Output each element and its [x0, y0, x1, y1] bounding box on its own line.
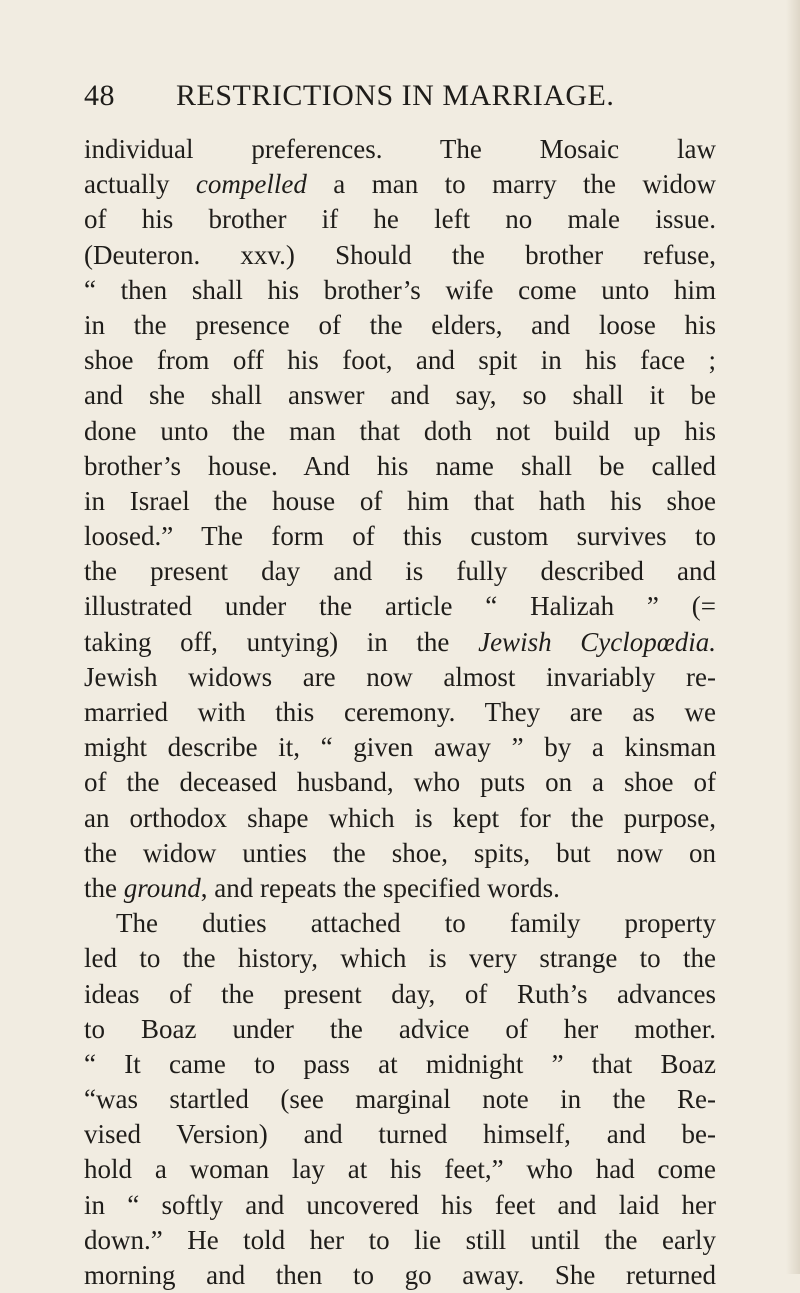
body-text — [84, 132, 716, 1293]
text-line — [84, 1188, 716, 1223]
text-segment: , and repeats the specified words. — [200, 872, 560, 903]
text-segment: taking off, untying) in the — [84, 626, 479, 657]
text-line — [84, 554, 716, 589]
text-line — [84, 484, 716, 519]
text-segment: in Israel the house of him that hath his shoe — [84, 485, 716, 516]
text-segment: and she shall answer and say, so shall it be — [84, 380, 716, 411]
text-segment: married with this ceremony. They are as we — [84, 697, 716, 727]
text-segment: The duties attached to family property — [116, 908, 716, 939]
text-line — [84, 132, 716, 167]
text-segment: the widow unties the shoe, spits, but now on — [84, 837, 716, 868]
text-line — [84, 308, 716, 343]
text-line — [84, 941, 716, 976]
text-line — [84, 414, 716, 449]
text-line — [84, 1012, 716, 1047]
text-segment: done unto the man that doth not build up his — [84, 415, 716, 446]
text-segment: in the presence of the elders, and loose his — [84, 309, 716, 340]
text-segment: led to the history, which is very strange to the — [84, 943, 716, 974]
text-segment: “ then shall his brother’s wife come unto him — [84, 274, 716, 305]
text-segment: individual preferences. The Mosaic law — [84, 134, 716, 164]
text-segment: Jewish widows are now almost invariably re- — [84, 661, 716, 692]
text-line — [84, 660, 716, 695]
italic-text: ground — [123, 872, 201, 903]
italic-text: Jewish Cyclopœdia. — [478, 626, 716, 657]
text-line — [84, 343, 716, 378]
text-segment: to Boaz under the advice of her mother. — [84, 1013, 716, 1044]
text-segment: a man to marry the widow — [306, 169, 716, 200]
text-segment: an orthodox shape which is kept for the purpose, — [84, 802, 716, 833]
text-segment: vised Version) and turned himself, and be- — [84, 1119, 716, 1150]
text-line — [84, 625, 716, 660]
text-segment: shoe from off his foot, and spit in his face ; — [84, 345, 716, 376]
text-segment: loosed.” The form of this custom survives to — [84, 521, 716, 552]
text-segment: down.” He told her to lie still until the early — [84, 1224, 716, 1255]
text-line — [84, 378, 716, 413]
text-line — [84, 906, 716, 941]
text-segment: morning and then to go away. She returned — [84, 1260, 716, 1290]
text-line — [84, 238, 716, 273]
text-line — [84, 730, 716, 765]
text-segment: in “ softly and uncovered his feet and laid her — [84, 1189, 716, 1220]
text-segment: the present day and is fully described and — [84, 556, 716, 587]
text-segment: “ It came to pass at midnight ” that Boaz — [84, 1048, 716, 1079]
running-head — [84, 76, 620, 116]
italic-text: compelled — [195, 169, 307, 200]
text-segment: illustrated under the article “ Halizah ” (= — [84, 591, 716, 622]
text-line — [84, 1258, 716, 1293]
text-segment: actually — [84, 169, 196, 200]
text-line — [84, 273, 716, 308]
text-line — [84, 765, 716, 800]
text-line — [84, 1223, 716, 1258]
page-edge-shading — [786, 0, 800, 1274]
text-line — [84, 519, 716, 554]
text-segment: brother’s house. And his name shall be called — [84, 450, 716, 481]
text-line — [84, 589, 716, 624]
text-line — [84, 449, 716, 484]
text-segment: the — [84, 872, 124, 903]
text-line — [84, 1047, 716, 1082]
text-line — [84, 801, 716, 836]
text-line — [84, 167, 716, 202]
text-segment: “was startled (see marginal note in the Re- — [84, 1084, 716, 1115]
text-line — [84, 977, 716, 1012]
text-line — [84, 202, 716, 237]
text-line — [84, 1082, 716, 1117]
page-number: 48 — [84, 79, 115, 112]
running-title: RESTRICTIONS IN MARRIAGE. — [176, 79, 615, 112]
text-line — [84, 1117, 716, 1152]
text-segment: might describe it, “ given away ” by a kinsman — [84, 732, 716, 763]
text-segment: hold a woman lay at his feet,” who had come — [84, 1154, 716, 1185]
text-line — [84, 836, 716, 871]
text-segment: (Deuteron. xxv.) Should the brother refuse, — [84, 239, 716, 270]
text-segment: of the deceased husband, who puts on a shoe of — [84, 767, 716, 798]
text-segment: of his brother if he left no male issue. — [84, 204, 716, 235]
text-segment: ideas of the present day, of Ruth’s advances — [84, 978, 716, 1009]
text-line — [84, 1152, 716, 1187]
text-line — [84, 871, 716, 906]
text-line — [84, 695, 716, 730]
